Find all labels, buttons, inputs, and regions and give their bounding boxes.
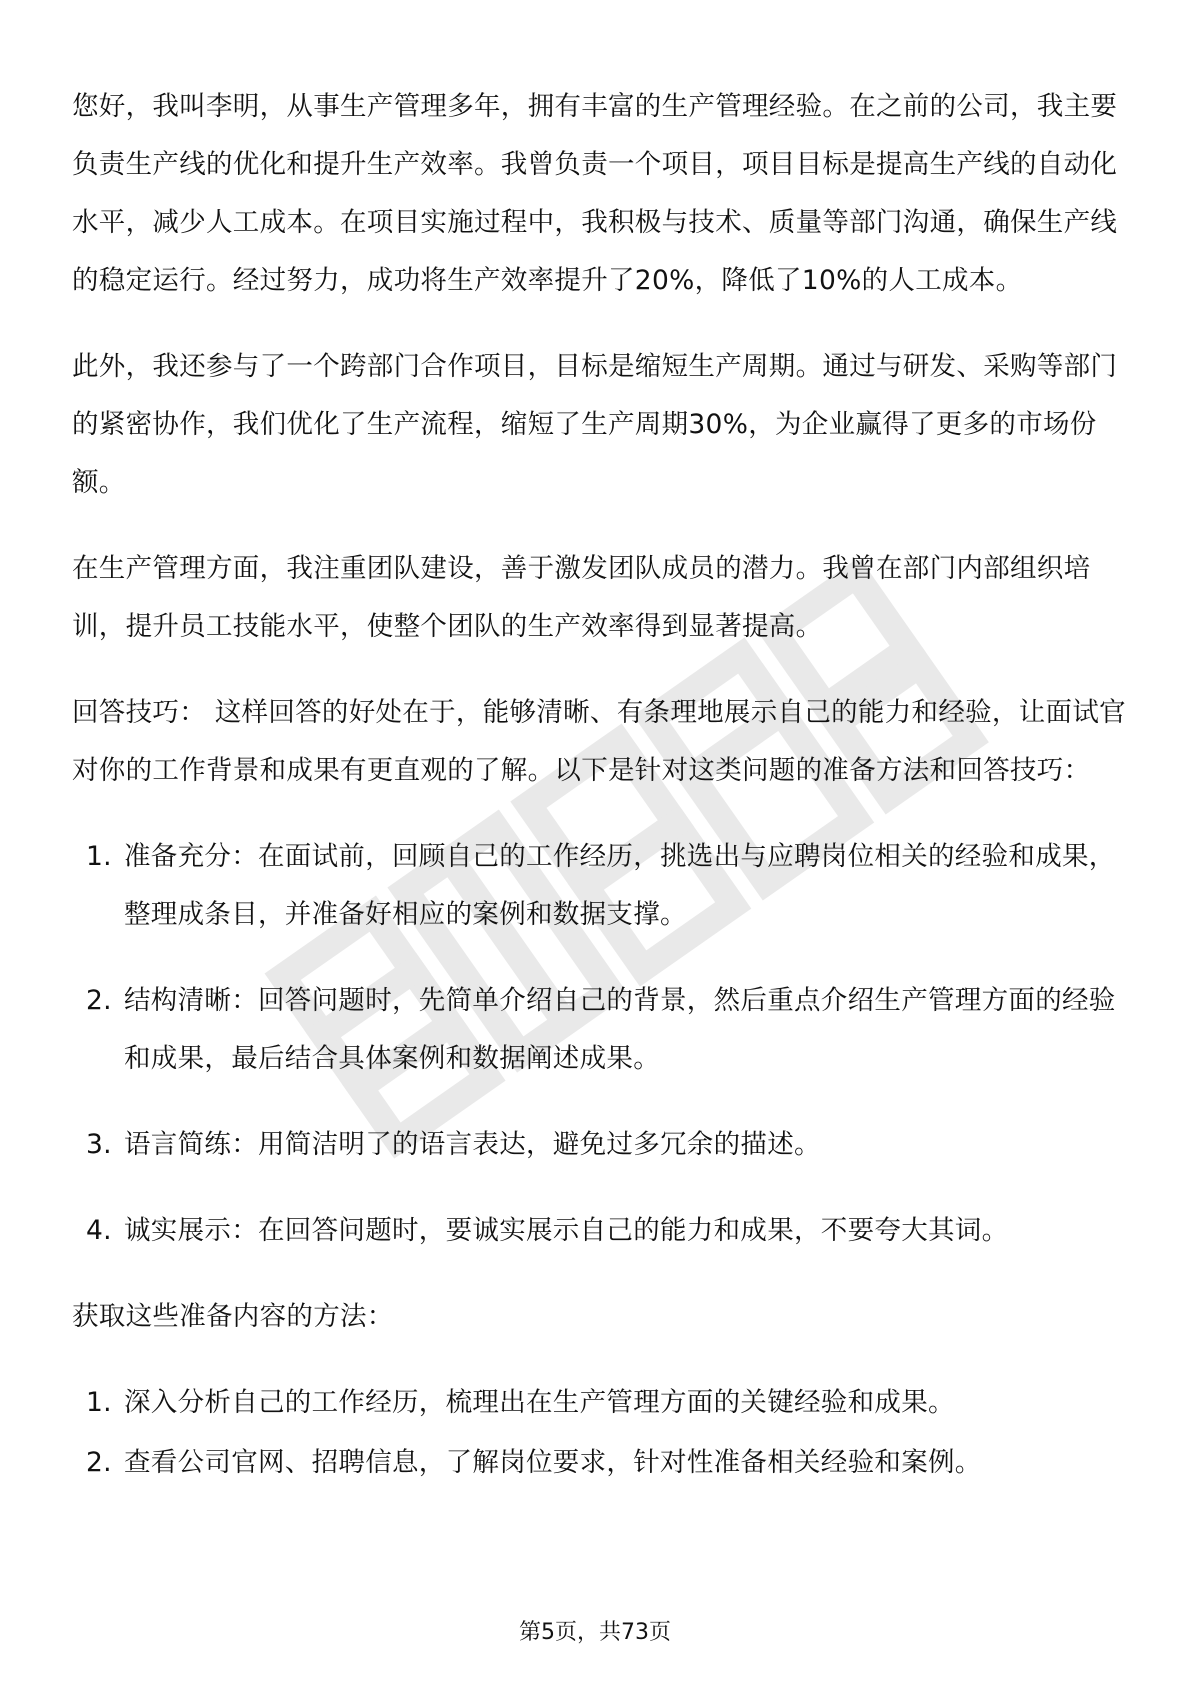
list-number: 4. bbox=[86, 1215, 112, 1246]
list-item bbox=[72, 828, 1132, 944]
list-number: 2. bbox=[86, 1447, 112, 1478]
methods-heading: 获取这些准备内容的方法： bbox=[72, 1301, 394, 1332]
list-number: 2. bbox=[86, 985, 112, 1016]
list-item-text: 结构清晰：回答问题时，先简单介绍自己的背景，然后重点介绍生产管理方面的经验和成果，最后结合具体案例和数据阐述成果。 bbox=[124, 985, 1116, 1074]
paragraph-intro: 您好，我叫李明，从事生产管理多年，拥有丰富的生产管理经验。在之前的公司，我主要负责生产线的优化和提升生产效率。我曾负责一个项目，项目目标是提高生产线的自动化水平，减少人工成本。在项目实施过程中，我积极与技术、质量等部门沟通，确保生产线的稳定运行。经过努力，成功将生产效率提升了20%，降低了10%的人工成本。 bbox=[72, 91, 1118, 296]
paragraph-team-building: 在生产管理方面，我注重团队建设，善于激发团队成员的潜力。我曾在部门内部组织培训，提升员工技能水平，使整个团队的生产效率得到显著提高。 bbox=[72, 553, 1091, 642]
list-item-text: 诚实展示：在回答问题时，要诚实展示自己的能力和成果，不要夸大其词。 bbox=[124, 1215, 1009, 1246]
paragraph-answer-tips: 回答技巧： 这样回答的好处在于，能够清晰、有条理地展示自己的能力和经验，让面试官对你的工作背景和成果有更直观的了解。以下是针对这类问题的准备方法和回答技巧： bbox=[72, 697, 1126, 786]
list-item-text: 查看公司官网、招聘信息，了解岗位要求，针对性准备相关经验和案例。 bbox=[124, 1447, 982, 1478]
list-item-text: 准备充分：在面试前，回顾自己的工作经历，挑选出与应聘岗位相关的经验和成果，整理成条目，并准备好相应的案例和数据支撑。 bbox=[124, 841, 1116, 930]
list-item bbox=[72, 972, 1132, 1088]
page-footer: 第5页，共73页 bbox=[519, 1620, 671, 1645]
list-number: 3. bbox=[86, 1129, 112, 1160]
paragraph-cross-department: 此外，我还参与了一个跨部门合作项目，目标是缩短生产周期。通过与研发、采购等部门的紧密协作，我们优化了生产流程，缩短了生产周期30%，为企业赢得了更多的市场份额。 bbox=[72, 351, 1118, 498]
list-item-text: 深入分析自己的工作经历，梳理出在生产管理方面的关键经验和成果。 bbox=[124, 1387, 955, 1418]
list-item bbox=[72, 1202, 1132, 1260]
list-item bbox=[72, 1374, 1132, 1432]
methods-list bbox=[72, 1374, 1132, 1492]
list-item-text: 语言简练：用简洁明了的语言表达，避免过多冗余的描述。 bbox=[124, 1129, 821, 1160]
list-item bbox=[72, 1116, 1132, 1174]
list-number: 1. bbox=[86, 1387, 112, 1418]
tips-list bbox=[72, 828, 1132, 1260]
document-body bbox=[72, 78, 1132, 1494]
list-item bbox=[72, 1434, 1132, 1492]
list-number: 1. bbox=[86, 841, 112, 872]
